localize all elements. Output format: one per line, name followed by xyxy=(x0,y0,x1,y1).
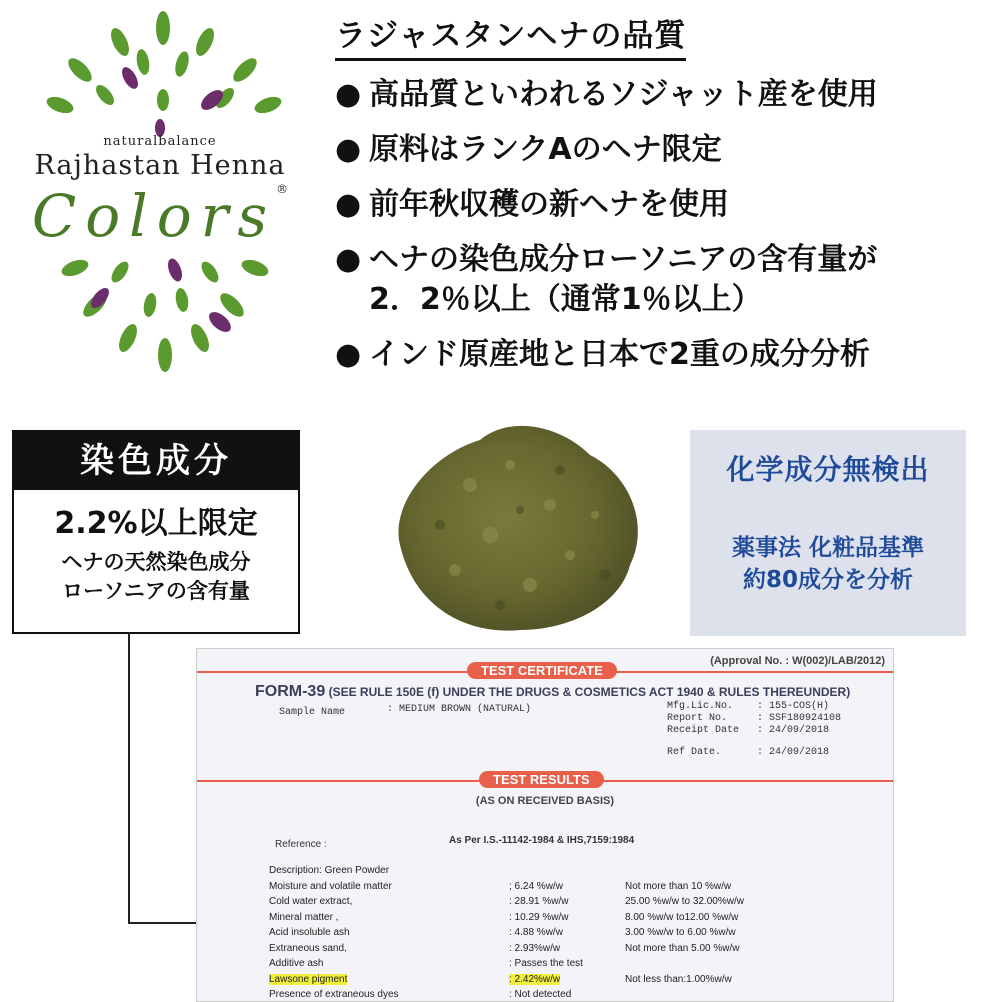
bullet-icon: ● xyxy=(335,187,362,222)
table-row xyxy=(269,879,744,895)
form-heading xyxy=(255,683,850,701)
bullet-icon: ● xyxy=(335,242,362,277)
registered-mark: ® xyxy=(276,182,289,196)
row-value: : 4.88 %w/w xyxy=(509,927,563,939)
quality-item-text: ヘナの染色成分ローソニアの含有量が xyxy=(369,242,878,277)
row-name: Extraneous sand, xyxy=(269,942,347,954)
row-name: Acid insoluble ash xyxy=(269,927,350,939)
brand-logo xyxy=(0,0,320,390)
badge-desc-line: ローソニアの含有量 xyxy=(62,579,250,603)
receipt-value: : 24/09/2018 xyxy=(757,725,830,736)
quality-item xyxy=(335,240,995,320)
row-value xyxy=(509,863,625,879)
quality-list xyxy=(335,75,995,375)
quality-item-text: インド原産地と日本で2重の成分分析 xyxy=(369,337,870,372)
badge-description xyxy=(14,548,298,606)
cert-header-pill: TEST CERTIFICATE xyxy=(467,662,617,679)
results-table xyxy=(269,863,744,1002)
row-value: : Not detected xyxy=(509,989,572,1001)
results-subtitle: (AS ON RECEIVED BASIS) xyxy=(475,795,615,807)
approval-number: (Approval No. : W(002)/LAB/2012) xyxy=(710,655,885,667)
table-row-highlighted xyxy=(269,972,744,988)
row-limit xyxy=(625,863,744,879)
badge-limit: 2.2%以上限定 xyxy=(54,506,258,541)
sample-value: : MEDIUM BROWN (NATURAL) xyxy=(387,704,532,715)
mfg-value: : 155-COS(H) xyxy=(757,701,830,712)
row-limit: Not more than 10 %w/w xyxy=(625,880,732,892)
reference-value: As Per I.S.-11142-1984 & IHS,7159:1984 xyxy=(449,835,635,846)
row-value: : Passes the test xyxy=(509,958,583,970)
row-value: : 10.29 %w/w xyxy=(509,911,569,923)
bullet-icon: ● xyxy=(335,132,362,167)
row-value: : 2.93%w/w xyxy=(509,942,561,954)
results-pill: TEST RESULTS xyxy=(479,771,604,788)
quality-item xyxy=(335,185,995,225)
table-row xyxy=(269,894,744,910)
badge-desc-line: ヘナの天然染色成分 xyxy=(61,550,251,574)
row-limit xyxy=(625,956,744,972)
row-value: : 2.42%w/w xyxy=(509,973,561,985)
quality-item-text: 前年秋収穫の新ヘナを使用 xyxy=(369,187,729,222)
table-row xyxy=(269,863,744,879)
brand-name: Rajhastan Henna xyxy=(34,150,286,181)
row-name: Additive ash xyxy=(269,958,324,970)
report-label: Report No. xyxy=(667,713,728,724)
quality-item-continuation: 2．2％以上（通常1％以上） xyxy=(369,282,762,317)
badge-heading: 染色成分 xyxy=(14,432,298,490)
sample-label: Sample Name xyxy=(279,707,346,718)
row-limit: Not less than:1.00%w/w xyxy=(625,973,732,985)
quality-title: ラジャスタンヘナの品質 xyxy=(335,10,686,61)
test-certificate xyxy=(196,648,894,1002)
chem-sub-line: 約80成分を分析 xyxy=(742,567,913,593)
quality-item xyxy=(335,75,995,115)
row-name: Cold water extract, xyxy=(269,896,353,908)
row-name: Description: Green Powder xyxy=(269,865,390,877)
report-value: : SSF180924108 xyxy=(757,713,842,724)
bullet-icon: ● xyxy=(335,77,362,112)
row-name-cell xyxy=(269,972,509,988)
brand-tagline: naturalbalance xyxy=(103,134,217,149)
table-row xyxy=(269,925,744,941)
quality-item-text: 高品質といわれるソジャット産を使用 xyxy=(369,77,878,112)
table-row xyxy=(269,956,744,972)
row-name: Lawsone pigment xyxy=(269,973,348,985)
connector-line xyxy=(128,632,200,924)
bullet-icon: ● xyxy=(335,337,362,372)
chemical-analysis-box xyxy=(690,430,966,636)
row-limit: 8.00 %w/w to12.00 %w/w xyxy=(625,911,739,923)
row-value: : 28.91 %w/w xyxy=(509,896,569,908)
row-name: Mineral matter , xyxy=(269,911,339,923)
quality-item xyxy=(335,130,995,170)
quality-item xyxy=(335,335,995,375)
henna-powder-image xyxy=(360,395,660,640)
row-limit: 25.00 %w/w to 32.00%w/w xyxy=(625,896,744,908)
form-text: (SEE RULE 150E (f) UNDER THE DRUGS & COSMETICS ACT 1940 & RULES THEREUNDER) xyxy=(328,685,851,699)
refdate-label: Ref Date. xyxy=(667,747,722,758)
row-name: Moisture and volatile matter xyxy=(269,880,392,892)
form-label: FORM-39 xyxy=(255,683,326,700)
refdate-value: : 24/09/2018 xyxy=(757,747,830,758)
brand-script-text: Colors xyxy=(31,182,277,250)
quality-item-text: 原料はランクAのヘナ限定 xyxy=(369,132,722,167)
row-limit: 3.00 %w/w to 6.00 %w/w xyxy=(625,927,736,939)
row-value-cell xyxy=(509,972,625,988)
brand-script-logo xyxy=(0,182,320,250)
row-name: Presence of extraneous dyes xyxy=(269,989,399,1001)
chem-title: 化学成分無検出 xyxy=(726,453,930,486)
row-limit: Not more than 5.00 %w/w xyxy=(625,942,740,954)
receipt-label: Receipt Date xyxy=(667,725,740,736)
dye-component-badge xyxy=(12,430,300,634)
chem-subtitle xyxy=(690,532,966,596)
quality-section xyxy=(335,10,995,390)
chem-sub-line: 薬事法 化粧品基準 xyxy=(731,535,924,561)
table-row xyxy=(269,910,744,926)
reference-label: Reference : xyxy=(275,839,327,850)
mfg-label: Mfg.Lic.No. xyxy=(667,701,734,712)
table-row xyxy=(269,941,744,957)
row-value: ; 6.24 %w/w xyxy=(509,880,563,892)
